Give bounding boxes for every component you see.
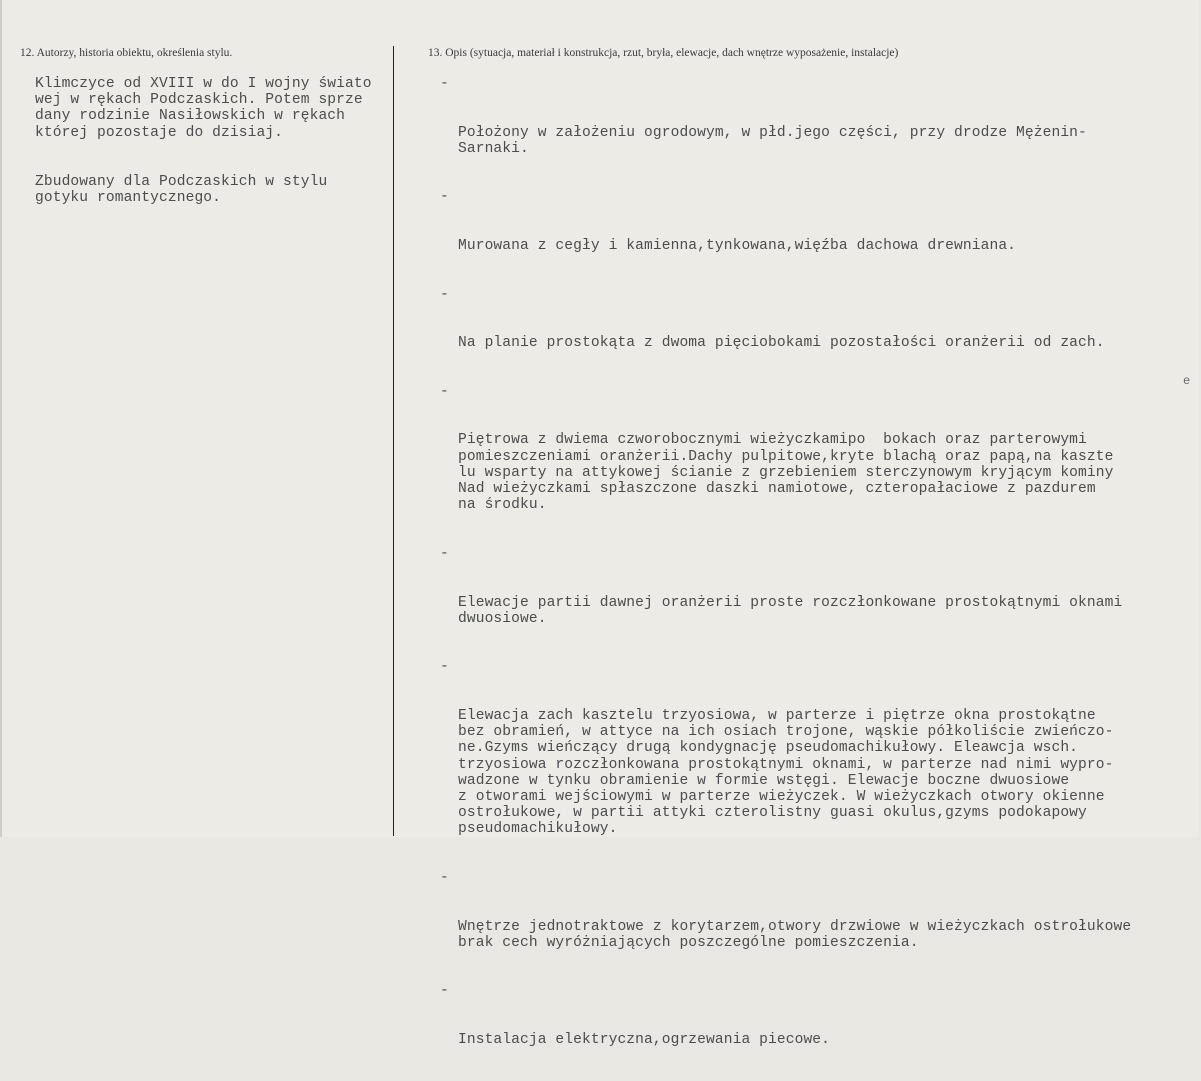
description-item-text: Elewacje partii dawnej oranżerii proste rozczłonkowane prostokątnymi oknami dwuosiowe. xyxy=(458,594,1123,627)
description-item-text: Elewacja zach kasztelu trzyosiowa, w parterze i piętrze okna prostokątne bez obramień, w attyce na ich osiach trojone, wąskie półkoliście zwieńczo- ne.Gzyms wieńczący drugą kondygnację pseudomachikułowy. Eleawcja wsch. trzyosiowa rozczłonkowana prostokątnymi oknami, w parterze nad nimi wypro- wadzone w tynku obramienie w formie wstęgi. Elewacje boczne dwuosiowe z otworami wejściowymi w parterze wieżyczek. W wieżyczkach otwory okienne ostrołukowe, w partii attyki czterolistny guasi okulus,gzyms podokapowy pseudomachikułowy. xyxy=(458,707,1114,838)
bullet-dash: - xyxy=(440,189,449,206)
bullet-dash: - xyxy=(440,983,449,1000)
description-item-text: Położony w założeniu ogrodowym, w płd.jego części, przy drodze Mężenin- Sarnaki. xyxy=(458,124,1087,157)
description-item xyxy=(440,870,1201,983)
bullet-dash: - xyxy=(440,869,449,886)
bullet-dash: - xyxy=(440,76,449,92)
stray-typed-mark: e xyxy=(1183,374,1191,388)
description-item-text: Wnętrze jednotraktowe z korytarzem,otwory drzwiowe w wieżyczkach ostrołukowe brak cech wyróżniających poszczególne pomieszczenia. xyxy=(458,918,1132,951)
description-column xyxy=(440,76,1201,1081)
description-item xyxy=(440,287,1201,384)
description-item xyxy=(440,189,1201,286)
bullet-dash: - xyxy=(440,545,449,562)
description-item-text: Na planie prostokąta z dwoma pięciobokami pozostałości oranżerii od zach. xyxy=(458,335,1105,352)
bullet-dash: - xyxy=(440,659,449,676)
bullet-dash: - xyxy=(440,286,449,303)
section-12-header: 12. Autorzy, historia obiektu, określenia stylu. xyxy=(20,47,233,59)
description-item xyxy=(440,76,1201,189)
description-item-text: Instalacja elektryczna,ogrzewania piecowe. xyxy=(458,1031,831,1048)
description-item-text: Piętrowa z dwiema czworobocznymi wieżyczkamipo bokach oraz parterowymi pomieszczeniami oranżerii.Dachy pulpitowe,kryte blachą oraz papą,na kaszte lu wsparty na attykowej ścianie z grzebieniem sterczynowym kryjącym kominy Nad wieżyczkami spłaszczone daszki namiotowe, czteropałaciowe z pazdurem na środku. xyxy=(458,432,1114,514)
description-item xyxy=(440,659,1201,870)
history-paragraph: Klimczyce od XVIII w do I wojny świato wej w rękach Podczaskich. Potem sprze dany rodzinie Nasiłowskich w rękach której pozostaje do dzisiaj. xyxy=(35,76,372,141)
section-13-header: 13. Opis (sytuacja, materiał i konstrukcja, rzut, bryła, elewacje, dach wnętrze wyposażenie, instalacje) xyxy=(428,47,899,59)
description-item xyxy=(440,546,1201,659)
description-item xyxy=(440,384,1201,546)
style-paragraph: Zbudowany dla Podczaskich w stylu gotyku romantycznego. xyxy=(35,173,328,207)
bullet-dash: - xyxy=(440,383,449,400)
history-column xyxy=(35,76,395,206)
description-item xyxy=(440,983,1201,1080)
description-item-text: Murowana z cegły i kamienna,tynkowana,więźba dachowa drewniana. xyxy=(458,238,1017,255)
